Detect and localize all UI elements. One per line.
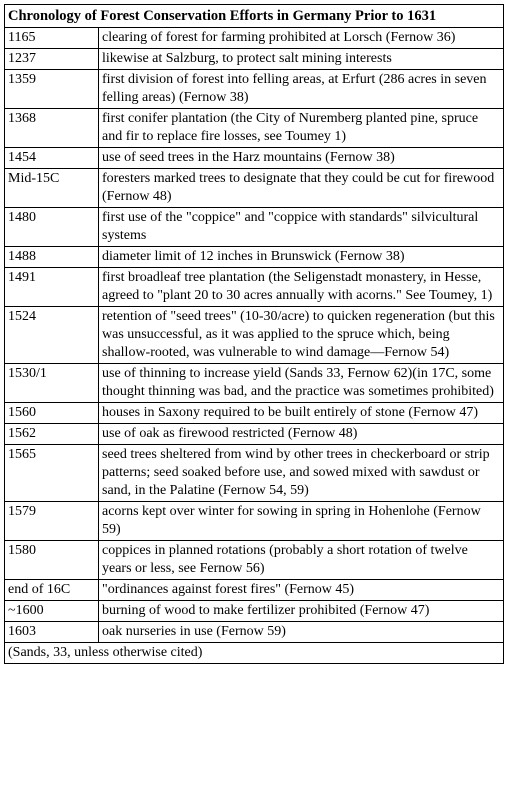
row-year: end of 16C — [5, 580, 99, 601]
row-description: seed trees sheltered from wind by other trees in checkerboard or strip patterns; seed soaked before use, and sowed mixed with sawdust or sand, in the Palatine (Fernow 54, 59) — [99, 445, 504, 502]
row-year: 1491 — [5, 268, 99, 307]
row-year: 1524 — [5, 307, 99, 364]
row-description: burning of wood to make fertilizer prohibited (Fernow 47) — [99, 601, 504, 622]
table-title-row — [5, 5, 504, 28]
row-description: first division of forest into felling areas, at Erfurt (286 acres in seven felling areas) (Fernow 38) — [99, 70, 504, 109]
row-year: 1603 — [5, 622, 99, 643]
table-title: Chronology of Forest Conservation Efforts in Germany Prior to 1631 — [5, 5, 504, 28]
row-year: 1454 — [5, 148, 99, 169]
table-row — [5, 424, 504, 445]
table-row — [5, 109, 504, 148]
table-row — [5, 445, 504, 502]
row-description: "ordinances against forest fires" (Fernow 45) — [99, 580, 504, 601]
table-footer: (Sands, 33, unless otherwise cited) — [5, 643, 504, 664]
row-year: 1580 — [5, 541, 99, 580]
row-year: 1530/1 — [5, 364, 99, 403]
row-description: likewise at Salzburg, to protect salt mining interests — [99, 49, 504, 70]
row-description: first conifer plantation (the City of Nuremberg planted pine, spruce and fir to replace fire losses, see Toumey 1) — [99, 109, 504, 148]
table-row — [5, 403, 504, 424]
row-year: ~1600 — [5, 601, 99, 622]
row-year: 1165 — [5, 28, 99, 49]
table-row — [5, 268, 504, 307]
table-body — [5, 28, 504, 643]
table-row — [5, 70, 504, 109]
table-row — [5, 307, 504, 364]
row-description: use of thinning to increase yield (Sands 33, Fernow 62)(in 17C, some thought thinning was bad, and the practice was sometimes prohibited) — [99, 364, 504, 403]
table-row — [5, 208, 504, 247]
table-row — [5, 622, 504, 643]
row-year: 1579 — [5, 502, 99, 541]
row-description: first broadleaf tree plantation (the Seligenstadt monastery, in Hesse, agreed to "plant 20 to 30 acres annually with acorns." See Toumey, 1) — [99, 268, 504, 307]
document-page — [4, 4, 503, 664]
row-description: oak nurseries in use (Fernow 59) — [99, 622, 504, 643]
table-row — [5, 601, 504, 622]
table-row — [5, 28, 504, 49]
row-description: diameter limit of 12 inches in Brunswick (Fernow 38) — [99, 247, 504, 268]
table-footer-row — [5, 643, 504, 664]
row-year: 1359 — [5, 70, 99, 109]
row-description: first use of the "coppice" and "coppice with standards" silvicultural systems — [99, 208, 504, 247]
table-row — [5, 502, 504, 541]
table-row — [5, 49, 504, 70]
row-year: 1480 — [5, 208, 99, 247]
row-description: clearing of forest for farming prohibited at Lorsch (Fernow 36) — [99, 28, 504, 49]
row-year: 1565 — [5, 445, 99, 502]
row-year: 1562 — [5, 424, 99, 445]
row-year: 1368 — [5, 109, 99, 148]
row-year: 1237 — [5, 49, 99, 70]
row-description: acorns kept over winter for sowing in spring in Hohenlohe (Fernow 59) — [99, 502, 504, 541]
chronology-table — [4, 4, 504, 664]
row-description: houses in Saxony required to be built entirely of stone (Fernow 47) — [99, 403, 504, 424]
row-description: coppices in planned rotations (probably a short rotation of twelve years or less, see Fernow 56) — [99, 541, 504, 580]
row-description: retention of "seed trees" (10-30/acre) to quicken regeneration (but this was unsuccessful, as it was applied to the spruce which, being shallow-rooted, was vulnerable to wind damage—Fernow 54) — [99, 307, 504, 364]
row-description: use of oak as firewood restricted (Fernow 48) — [99, 424, 504, 445]
row-description: foresters marked trees to designate that they could be cut for firewood (Fernow 48) — [99, 169, 504, 208]
table-row — [5, 169, 504, 208]
row-year: 1488 — [5, 247, 99, 268]
table-row — [5, 148, 504, 169]
table-row — [5, 580, 504, 601]
table-row — [5, 364, 504, 403]
table-row — [5, 541, 504, 580]
row-description: use of seed trees in the Harz mountains (Fernow 38) — [99, 148, 504, 169]
row-year: 1560 — [5, 403, 99, 424]
table-row — [5, 247, 504, 268]
row-year: Mid-15C — [5, 169, 99, 208]
